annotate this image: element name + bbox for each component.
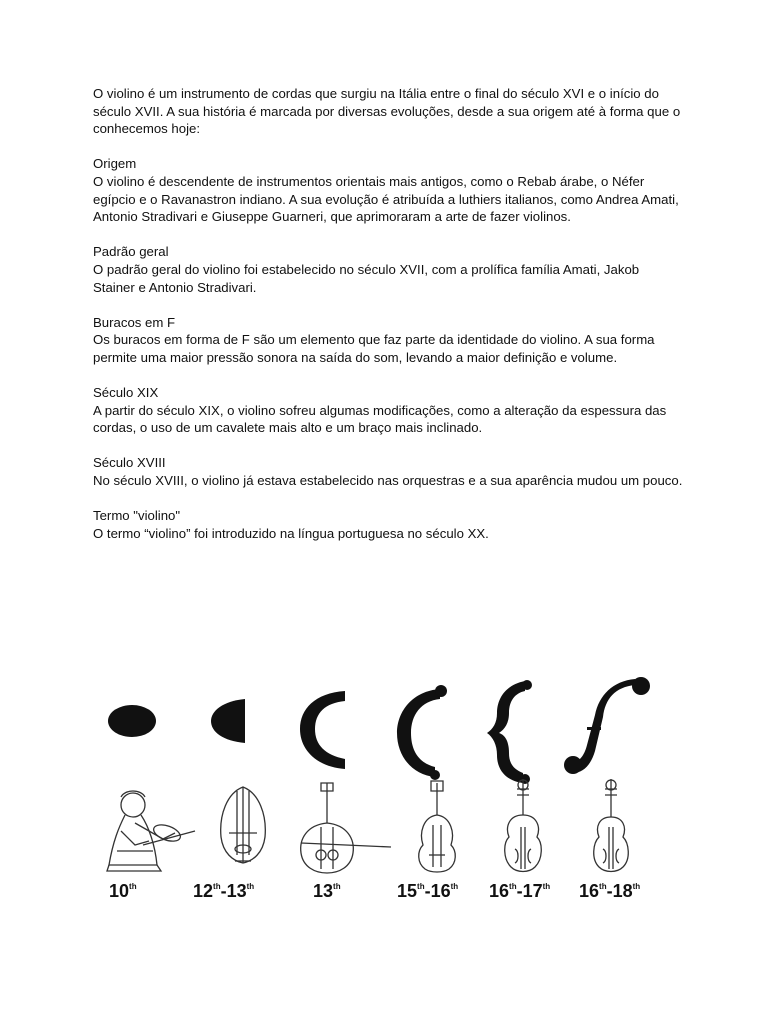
intro-paragraph: O violino é um instrumento de cordas que surgiu na Itália entre o final do século XVI e o início do século XVII. A sua história é marcada por diversas evoluções, desde a sua origem até à forma que o conhecemos hoje: [93,86,681,137]
rebec-icon [221,787,266,863]
evolution-illustration [95,655,665,920]
section-heading: Buracos em F [93,314,176,330]
section-heading: Século XIX [93,385,159,401]
section-body: Os buracos em forma de F são um elemento que faz parte da identidade do violino. A sua forma permite uma maior pressão sonora na saída do som, levando a maior definição e volume. [93,332,655,365]
early-violin-icon [505,779,542,872]
era-labels [109,881,640,901]
f-hole-icon [564,677,650,774]
section-padrao-geral [93,243,683,296]
section-body: No século XVIII, o violino já estava estabelecido nas orquestras e a sua aparência mudou um pouco. [93,473,683,489]
era-label: 15th-16th [397,881,459,901]
bracket-soundhole-icon [487,680,532,784]
c-soundhole-icon [300,691,345,769]
section-buracos-em-f [93,314,683,367]
half-moon-soundhole-icon [211,699,245,743]
c-hook-soundhole-icon [397,685,447,780]
instrument-row [107,779,628,873]
section-seculo-xviii [93,454,683,489]
era-label: 13th [313,881,341,901]
era-label: 16th-18th [579,881,641,901]
document-text [93,85,683,542]
section-body: O padrão geral do violino foi estabelecido no século XVII, com a prolífica família Amati, Jakob Stainer e Antonio Stradivari. [93,261,640,295]
section-body: A partir do século XIX, o violino sofreu algumas modificações, como a alteração da espessura das cordas, o uso de um cavalete mais alto e um braço mais inclinado. [93,402,667,436]
section-seculo-xix [93,384,683,437]
viol-icon [419,781,456,872]
era-label: 10th [109,881,137,901]
section-body: O violino é descendente de instrumentos orientais mais antigos, como o Rebab árabe, o Néfer egípcio e o Ravanastron indiano. A sua evolução é atribuída a luthiers italianos, como Andrea Amati, Antonio Stradivari e Giuseppe Guarneri, que aprimoraram a arte de fazer violinos. [93,173,679,225]
era-label: 16th-17th [489,881,551,901]
violin-icon [594,779,629,872]
era-label: 12th-13th [193,881,255,901]
lute-fiddle-icon [301,783,391,873]
section-origem [93,155,683,225]
section-termo-violino [93,507,683,542]
section-body: O termo “violino” foi introduzido na língua portuguesa no século XX. [93,525,489,541]
violin-evolution-figure [95,655,665,920]
oval-soundhole-icon [108,705,156,737]
soundhole-row [108,677,650,784]
section-heading: Termo "violino" [93,508,181,524]
section-heading: Padrão geral [93,244,169,260]
section-heading: Século XVIII [93,455,166,471]
fiddler-figure-icon [107,791,195,871]
section-heading: Origem [93,156,137,172]
